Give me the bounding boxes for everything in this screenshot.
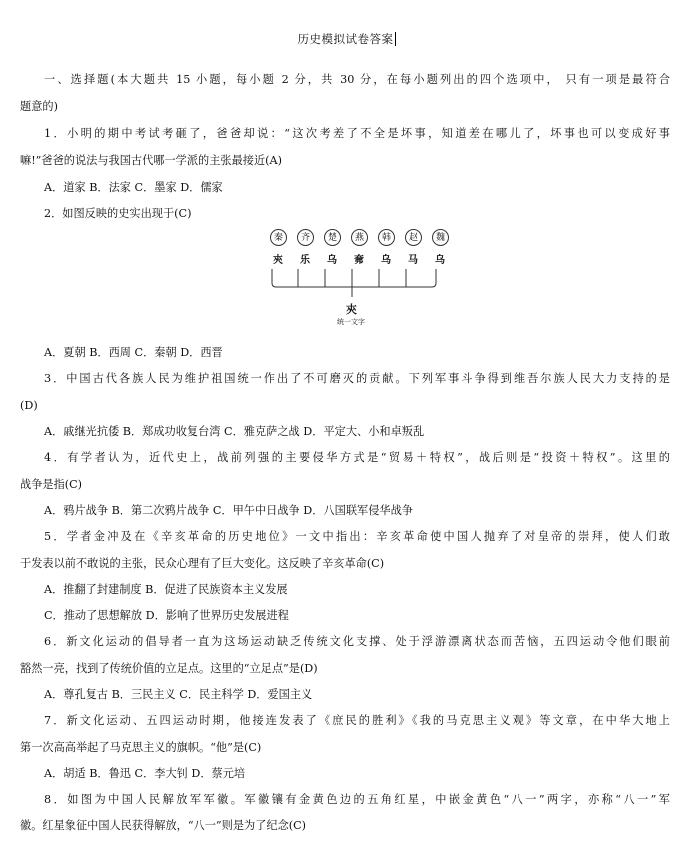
question-1-line2: 嘛!”爸爸的说法与我国古代哪一学派的主张最接近(A)	[20, 154, 282, 167]
question-3-line2: (D)	[20, 399, 38, 412]
question-1-line1: 1．小明的期中考试考砸了，爸爸却说：“这次考差了不全是坏事，知道差在哪儿了，坏事也可以变成好事	[44, 127, 670, 140]
page-title-text: 历史模拟试卷答案	[297, 32, 394, 46]
script-glyph-wei: 乌	[435, 255, 445, 266]
text-cursor	[395, 32, 396, 46]
question-2-line1: 2．如图反映的史实出现于(C)	[44, 207, 192, 220]
question-4-options: A．鸦片战争 B．第二次鸦片战争 C．甲午中日战争 D．八国联军侵华战争	[44, 504, 413, 517]
question-5-options-row2: C．推动了思想解放 D．影响了世界历史发展进程	[44, 609, 289, 622]
question-7-line1: 7．新文化运动、五四运动时期，他接连发表了《庶民的胜利》《我的马克思主义观》等文章，在中华大地上	[44, 714, 670, 727]
script-glyph-zhao: 马	[408, 255, 418, 266]
seal-yan: 燕	[351, 229, 368, 246]
script-glyph-qin: 㚒	[273, 255, 283, 266]
question-8-line1: 8．如图为中国人民解放军军徽。军徽镶有金黄色边的五角红星，中嵌金黄色“八一”两字，亦称“八一”军	[44, 793, 670, 806]
question-7-options: A．胡适 B．鲁迅 C．李大钊 D．蔡元培	[44, 767, 246, 780]
unification-bracket	[270, 269, 438, 297]
question-6-line2: 豁然一亮，找到了传统价值的立足点。这里的“立足点”是(D)	[20, 662, 318, 675]
question-2-options: A．夏朝 B．西周 C．秦朝 D．西晋	[44, 346, 223, 359]
seal-qi: 齐	[297, 229, 314, 246]
unified-script-figure	[262, 229, 452, 335]
question-1-options: A．道家 B．法家 C．墨家 D．儒家	[44, 181, 223, 194]
question-5-options-row1: A．推翻了封建制度 B．促进了民族资本主义发展	[44, 583, 288, 596]
question-4-line2: 战争是指(C)	[20, 478, 83, 491]
seal-han: 韩	[378, 229, 395, 246]
question-8-line2: 徽。红星象征中国人民获得解放，“八一”则是为了纪念(C)	[20, 819, 307, 832]
question-6-options: A．尊孔复古 B．三民主义 C．民主科学 D．爱国主义	[44, 688, 313, 701]
section-heading-line1: 一、选择题(本大题共 15 小题，每小题 2 分，共 30 分，在每小题列出的四个选项中， 只有一项是最符合	[44, 73, 670, 86]
script-glyph-han: 乌	[381, 255, 391, 266]
unified-glyph: 㚒	[346, 303, 357, 316]
script-glyph-qi: 乐	[300, 255, 310, 266]
unified-caption: 统一文字	[337, 318, 365, 326]
seal-qin: 秦	[270, 229, 287, 246]
question-3-options: A．戚继光抗倭 B．郑成功收复台湾 C．雅克萨之战 D．平定大、小和卓叛乱	[44, 425, 425, 438]
section-heading-line2: 题意的)	[20, 100, 58, 113]
page-title	[0, 31, 693, 47]
question-7-line2: 第一次高高举起了马克思主义的旗帜。“他”是(C)	[20, 741, 262, 754]
script-glyph-yan: 㚕	[354, 255, 364, 266]
seal-chu: 楚	[324, 229, 341, 246]
seal-zhao: 赵	[405, 229, 422, 246]
script-glyph-chu: 乌	[327, 255, 337, 266]
question-4-line1: 4．有学者认为，近代史上，战前列强的主要侵华方式是“贸易＋特权”，战后则是“投资＋特权”。这里的	[44, 451, 670, 464]
question-3-line1: 3．中国古代各族人民为维护祖国统一作出了不可磨灭的贡献。下列军事斗争得到维吾尔族人民大力支持的是	[44, 372, 670, 385]
question-5-line2: 于发表以前不敢说的主张，民众心理有了巨大变化。这反映了辛亥革命(C)	[20, 557, 385, 570]
question-5-line1: 5．学者金冲及在《辛亥革命的历史地位》一文中指出：辛亥革命使中国人抛弃了对皇帝的崇拜，使人们敢	[44, 530, 670, 543]
question-6-line1: 6．新文化运动的倡导者一直为这场运动缺乏传统文化支撑、处于浮游漂离状态而苦恼，五四运动令他们眼前	[44, 635, 670, 648]
seal-wei: 魏	[432, 229, 449, 246]
